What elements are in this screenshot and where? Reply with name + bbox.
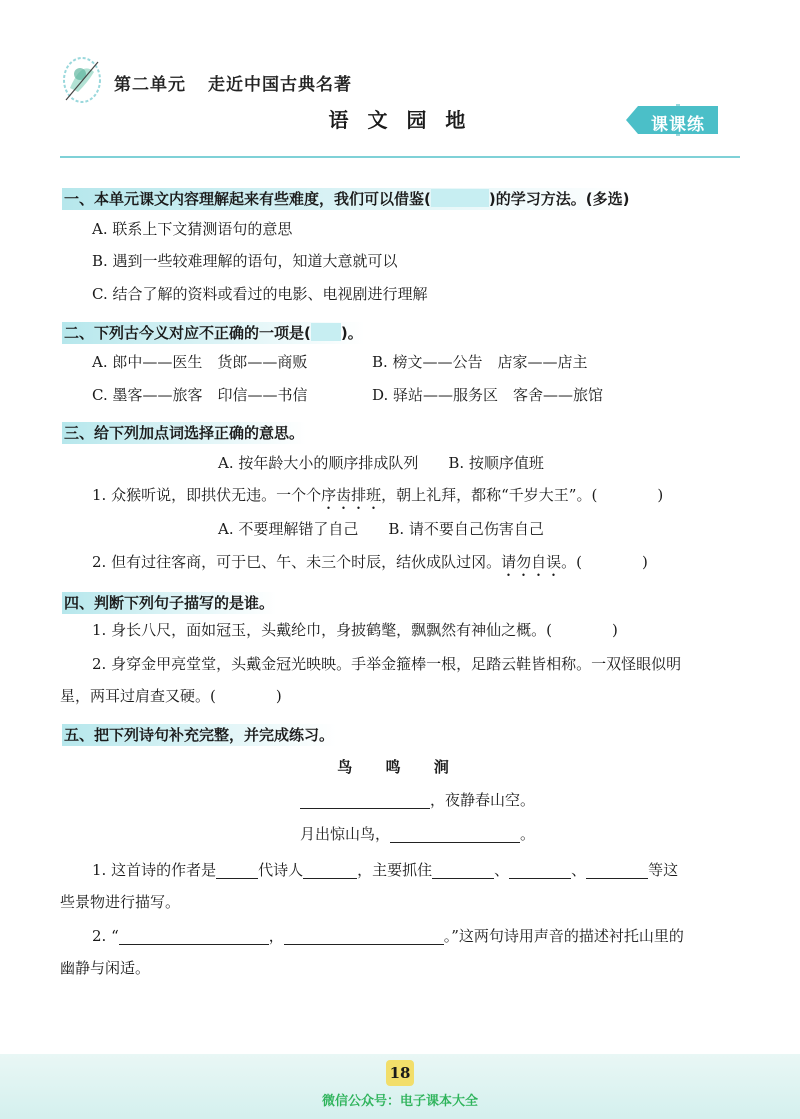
q5-exercise-2: 2. “ ， 。”这两句诗用声音的描述衬托山里的 [92, 927, 684, 945]
header-divider [60, 156, 740, 158]
fill-blank[interactable] [586, 862, 648, 879]
q5-exercise-2-line2: 幽静与闲适。 [60, 959, 151, 977]
dotted-word: 请勿自误 [501, 553, 562, 571]
fill-blank[interactable] [284, 928, 444, 945]
q3-item1: 1. 众猴听说，即拱伏无违。一个个序齿排班，朝上礼拜，都称“千岁大王”。( ) [92, 486, 664, 504]
answer-blank[interactable] [311, 323, 341, 341]
q2-option-c: C. 墨客——旅客 印信——书信 [92, 386, 308, 404]
footer-wechat: 微信公众号：电子课本大全 [321, 1094, 478, 1109]
fill-blank[interactable] [390, 826, 520, 843]
q1-option-c: C. 结合了解的资料或看过的电影、电视剧进行理解 [92, 285, 428, 303]
question-5-heading: 五、把下列诗句补充完整，并完成练习。 [64, 726, 335, 744]
fill-blank[interactable] [509, 862, 571, 879]
q3-item2-choices: A. 不要理解错了自己 B. 请不要自己伤害自己 [218, 520, 544, 538]
q3-item1-choices: A. 按年龄大小的顺序排成队列 B. 按顺序值班 [218, 454, 544, 472]
q2-option-a: A. 郎中——医生 货郎——商贩 [92, 353, 308, 371]
q3-item2: 2. 但有过往客商，可于巳、午、未三个时辰，结伙成队过冈。请勿自误。( ) [92, 553, 648, 571]
answer-blank[interactable] [431, 189, 489, 207]
unit-theme: 走近中国古典名著 [208, 75, 352, 95]
badge-label: 课课练 [651, 115, 705, 135]
q5-exercise-1-line2: 些景物进行描写。 [60, 893, 181, 911]
page-title: 语 文 园 地 [328, 108, 472, 132]
fill-blank[interactable] [432, 862, 494, 879]
unit-label: 第二单元 [114, 75, 186, 95]
question-2-heading: 二、下列古今义对应不正确的一项是( )。 [64, 324, 363, 342]
fill-blank[interactable] [300, 792, 430, 809]
unit-title [114, 70, 374, 95]
fill-blank[interactable] [303, 862, 357, 879]
page-number: 18 [386, 1060, 414, 1086]
q2-option-b: B. 榜文——公告 店家——店主 [372, 353, 588, 371]
q1-option-b: B. 遇到一些较难理解的语句，知道大意就可以 [92, 252, 398, 270]
poem-title: 鸟 鸣 涧 [337, 758, 463, 776]
question-3-heading: 三、给下列加点词选择正确的意思。 [64, 424, 305, 442]
q5-exercise-1: 1. 这首诗的作者是 代诗人 ，主要抓住 、 、 等这 [92, 861, 679, 879]
fill-blank[interactable] [216, 862, 258, 879]
poem-line-1: ，夜静春山空。 [300, 790, 535, 810]
poem-line-2: 月出惊山鸟， 。 [300, 825, 536, 843]
q2-option-d: D. 驿站——服务区 客舍——旅馆 [372, 386, 604, 404]
q4-item1: 1. 身长八尺，面如冠玉，头戴纶巾，身披鹤氅，飘飘然有神仙之概。( ) [92, 621, 618, 639]
fill-blank[interactable] [119, 928, 269, 945]
q4-item2-line1: 2. 身穿金甲亮堂堂，头戴金冠光映映。手举金箍棒一根，足踏云鞋皆相称。一双怪眼似明 [92, 655, 682, 673]
dotted-word: 序齿排班 [321, 486, 382, 504]
unit-emblem-icon [58, 52, 106, 106]
q4-item2-line2: 星，两耳过肩查又硬。( ) [60, 687, 282, 705]
question-1-heading: 一、本单元课文内容理解起来有些难度，我们可以借鉴( )的学习方法。(多选) [64, 190, 630, 208]
q1-option-a: A. 联系上下文猜测语句的意思 [92, 220, 293, 238]
question-4-heading: 四、判断下列句子描写的是谁。 [64, 594, 275, 612]
